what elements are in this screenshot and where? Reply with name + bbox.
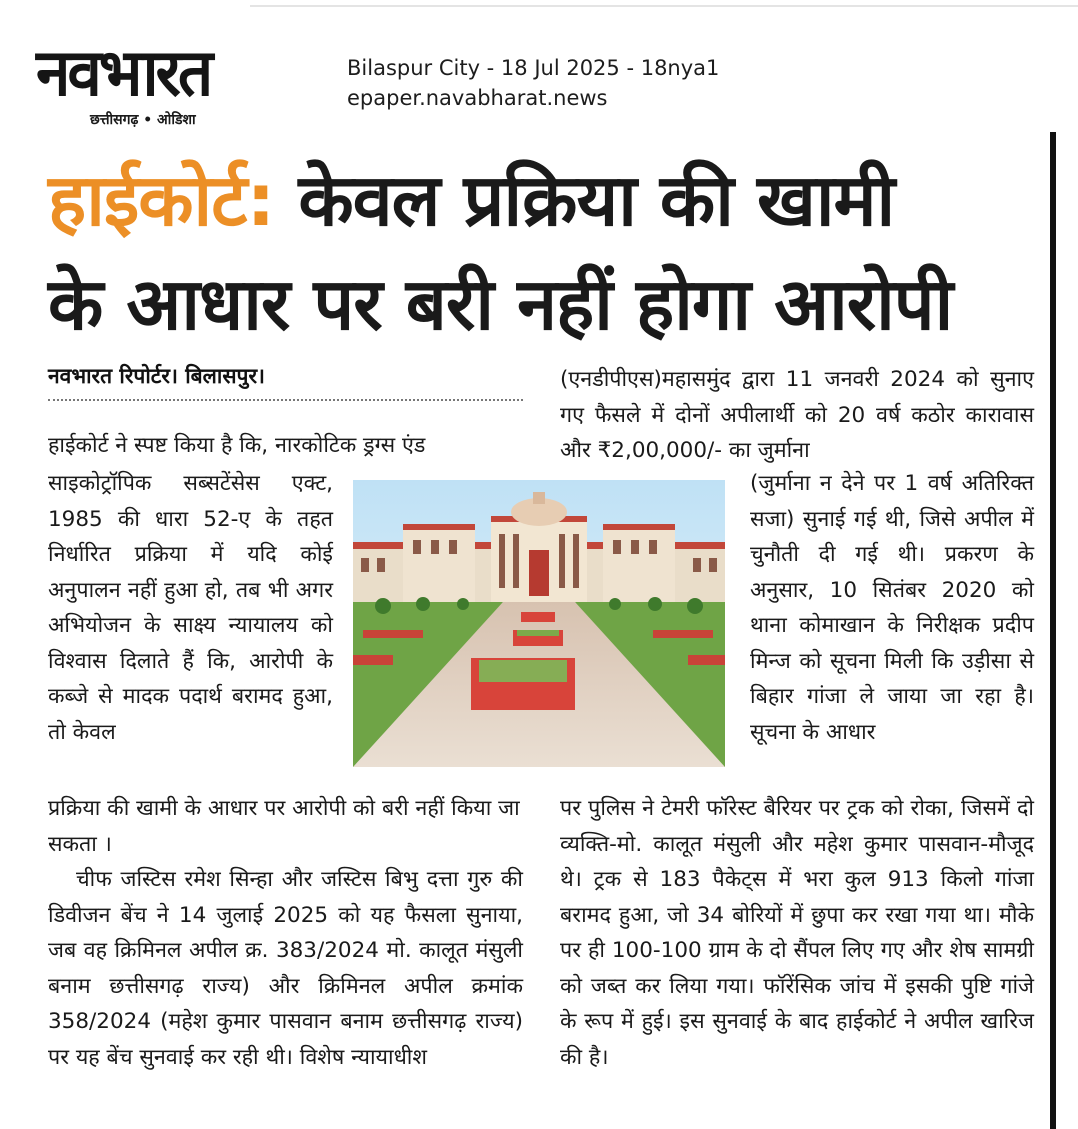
logo-subtitle: छत्तीसगढ़ • ओडिशा [90,112,196,128]
edition-date: Bilaspur City - 18 Jul 2025 - 18nya1 [347,56,720,80]
byline-divider [48,399,523,401]
paragraph-1-bottom: प्रक्रिया की खामी के आधार पर आरोपी को बरी नहीं किया जा सकता । [48,796,520,857]
headline-line-2: के आधार पर बरी नहीं होगा आरोपी [48,262,953,346]
paragraph-3-bottom: पर पुलिस ने टेमरी फॉरेस्ट बैरियर पर ट्रक को रोका, जिसमें दो व्यक्ति-मो. कालूत मंसुली और महेश कुमार पासवान-मौजूद थे। ट्रक से 183 पैकेट्स में भरा कुल 913 किलो गांजा बरामद हुआ, जो 34 बोरियों में छुपा कर रखा गया था। मौके पर ही 100-100 ग्राम के दो सैंपल लिए गए और शेष सामग्री को जब्त कर लिया गया। फॉरेंसिक जांच में इसकी पुष्टि गांजे के रूप में हुई। इस सुनवाई के बाद हाईकोर्ट ने अपील खारिज की है। [560,796,1034,1070]
headline-line-1 [48,148,1038,252]
headline-line-1-rest: केवल प्रक्रिया की खामी [274,158,895,242]
byline: नवभारत रिपोर्टर। बिलासपुर। [48,364,266,388]
paragraph-1-narrow: साइकोट्रॉपिक सब्सटेंसेस एक्ट, 1985 की धारा 52-ए के तहत निर्धारित प्रक्रिया में यदि कोई अनुपालन नहीं हुआ हो, तब भी अगर अभियोजन के साक्ष्य न्यायालय को विश्वास दिलाते हैं कि, आरोपी के कब्जे से मादक पदार्थ बरामद हुआ, तो केवल [48,471,333,745]
high-court-photo [353,480,725,767]
masthead [30,34,320,128]
paragraph-3-narrow: (जुर्माना न देने पर 1 वर्ष अतिरिक्त सजा) सुनाई गई थी, जिसे अपील में चुनौती दी गई थी। प्रकरण के अनुसार, 10 सितंबर 2020 को थाना कोमाखान के निरीक्षक प्रदीप मिन्ज को सूचना मिली कि उड़ीसा से बिहार गांजा ले जाया जा रहा है। सूचना के आधार [750,471,1034,745]
headline-kicker: हाईकोर्ट: [48,158,275,242]
headline [48,148,1038,356]
paragraph-3-top: (एनडीपीएस)महासमुंद द्वारा 11 जनवरी 2024 को सुनाए गए फैसले में दोनों अपीलार्थी को 20 वर्ष कठोर कारावास और ₹2,00,000/- का जुर्माना [560,367,1034,463]
edition-url[interactable]: epaper.navabharat.news [347,86,608,110]
newspaper-logo: नवभारत [36,34,211,111]
top-divider [250,0,1078,7]
paragraph-2: चीफ जस्टिस रमेश सिन्हा और जस्टिस बिभु दत्ता गुरु की डिवीजन बेंच ने 14 जुलाई 2025 को यह फैसला सुनाया, जब वह क्रिमिनल अपील क्र. 383/2024 मो. कालूत मंसुली बनाम छत्तीसगढ़ राज्य) और क्रिमिनल अपील क्रमांक 358/2024 (महेश कुमार पासवान बनाम छत्तीसगढ़ राज्य) पर यह बेंच सुनवाई कर रही थी। विशेष न्यायाधीश [48,867,523,1070]
paragraph-1-top: हाईकोर्ट ने स्पष्ट किया है कि, नारकोटिक ड्रग्स एंड [48,433,426,458]
edition-info [347,53,719,113]
column-rule [1050,132,1056,1129]
